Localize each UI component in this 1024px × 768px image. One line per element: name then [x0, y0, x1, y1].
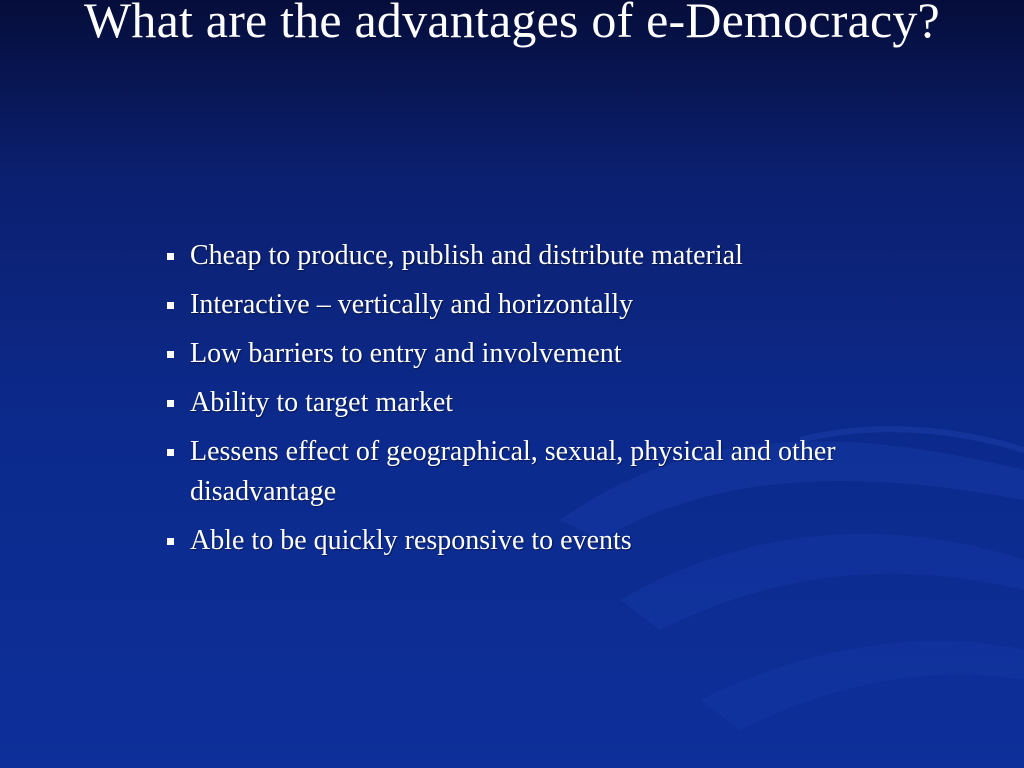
bullet-item — [163, 521, 963, 561]
bullet-text: Cheap to produce, publish and distribute material — [190, 240, 743, 271]
square-bullet-icon — [167, 538, 174, 545]
bullet-text: Low barriers to entry and involvement — [190, 338, 622, 369]
bullet-text: Able to be quickly responsive to events — [190, 525, 632, 556]
bullet-item — [163, 383, 963, 423]
square-bullet-icon — [167, 449, 174, 456]
slide-title: What are the advantages of e-Democracy? — [84, 0, 940, 48]
bullet-item — [163, 285, 963, 325]
square-bullet-icon — [167, 302, 174, 309]
bullet-list — [163, 236, 963, 570]
square-bullet-icon — [167, 351, 174, 358]
bullet-text: Ability to target market — [190, 387, 454, 418]
bullet-text: Interactive – vertically and horizontally — [190, 289, 634, 320]
bullet-text: Lessens effect of geographical, sexual, physical and other disadvantage — [190, 436, 836, 507]
square-bullet-icon — [167, 253, 174, 260]
bullet-item — [163, 236, 963, 276]
square-bullet-icon — [167, 400, 174, 407]
bullet-item — [163, 432, 963, 512]
bullet-item — [163, 334, 963, 374]
